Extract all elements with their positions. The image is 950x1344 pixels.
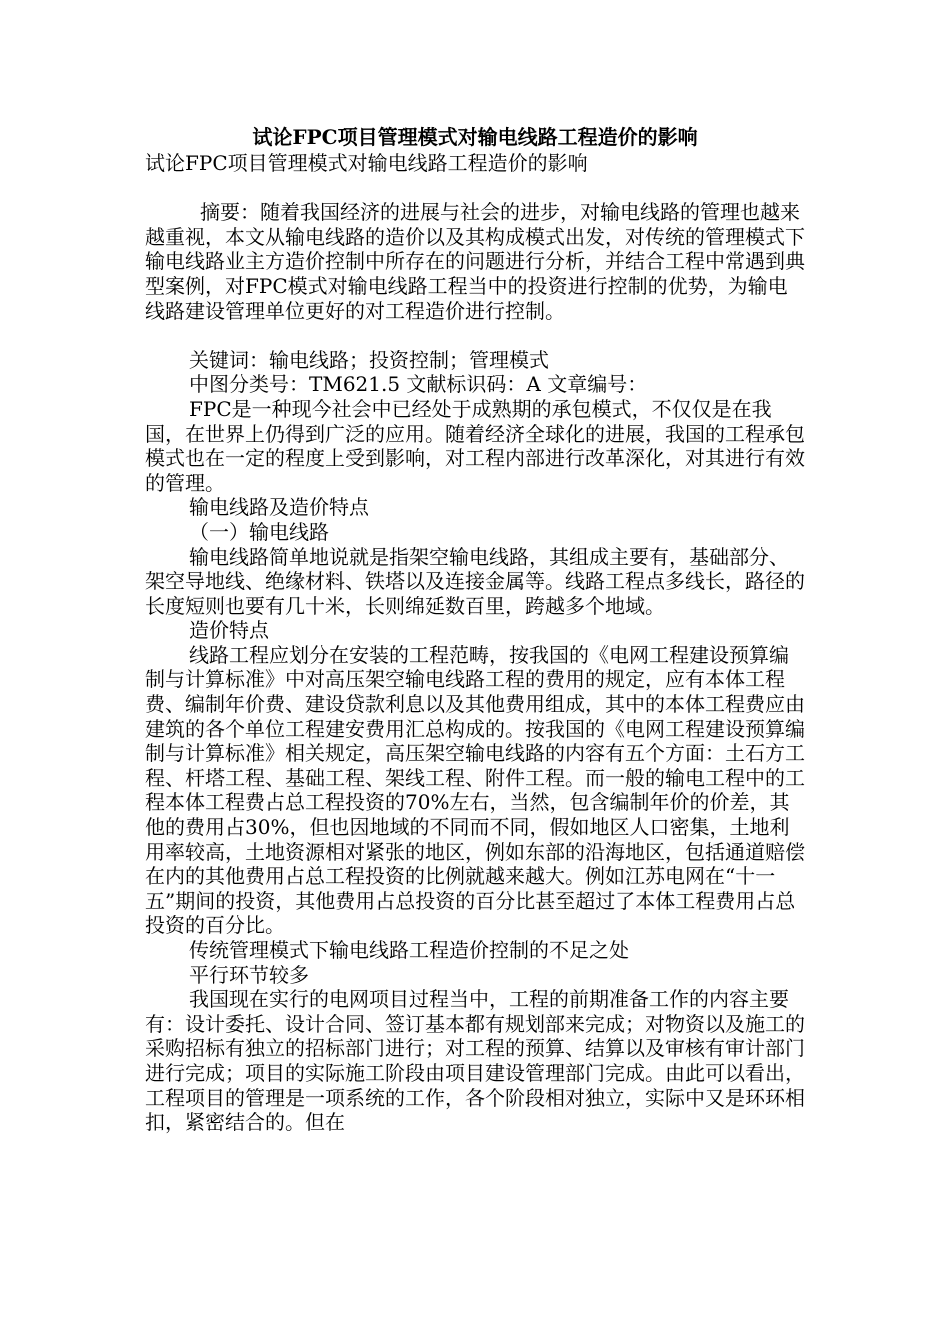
section-heading: 输电线路及造价特点 [189,495,369,520]
body-paragraph: 线路工程应划分在安装的工程范畴，按我国的《电网工程建设预算编制与计算标准》中对高压架空输电线路工程的费用的规定，应有本体工程费、编制年价费、建设贷款利息以及其他费用组成，其中的本体工程费应由建筑的各个单位工程建安费用汇总构成的。按我国的《电网工程建设预算编制与计算标准》相关规定，高压架空输电线路的内容有五个方面：土石方工程、杆塔工程、基础工程、架线工程、附件工程。而一般的输电工程中的工程本体工程费占总工程投资的70%左右，当然，包含编制年价的价差，其他的费用占30%，但也因地域的不同而不同，假如地区人口密集，土地利用率较高，土地资源相对紧张的地区，例如东部的沿海地区，包括通道赔偿在内的其他费用占总工程投资的比例就越来越大。例如江苏电网在“十一五”期间的投资，其他费用占总投资的百分比甚至超过了本体工程费用占总投资的百分比。 [145,642,805,938]
keywords-line: 关键词：输电线路；投资控制；管理模式 [189,347,549,372]
subsection-heading: （一）输电线路 [189,519,329,544]
document-subtitle: 试论FPC项目管理模式对输电线路工程造价的影响 [145,151,588,175]
subsection-heading: 平行环节较多 [189,962,309,987]
classification-line: 中图分类号：TM621.5 文献标识码：A 文章编号： [189,372,648,397]
document-body [145,151,805,1135]
body-paragraph: 我国现在实行的电网项目过程当中，工程的前期准备工作的内容主要有：设计委托、设计合同、签订基本都有规划部来完成；对物资以及施工的采购招标有独立的招标部门进行；对工程的预算、结算以及审核有审计部门进行完成；项目的实际施工阶段由项目建设管理部门完成。由此可以看出，工程项目的管理是一项系统的工作，各个阶段相对独立，实际中又是环环相扣，紧密结合的。但在 [145,987,805,1135]
section-heading: 传统管理模式下输电线路工程造价控制的不足之处 [189,938,629,962]
subsection-heading: 造价特点 [189,618,269,643]
abstract-paragraph: 摘要：随着我国经济的进展与社会的进步，对输电线路的管理也越来越重视，本文从输电线路的造价以及其构成模式出发，对传统的管理模式下输电线路业主方造价控制中所存在的问题进行分析，并结合工程中常遇到典型案例，对FPC模式对输电线路工程当中的投资进行控制的优势，为输电线路建设管理单位更好的对工程造价进行控制。 [145,200,805,323]
blank-line [145,176,805,201]
intro-paragraph: FPC是一种现今社会中已经处于成熟期的承包模式，不仅仅是在我国，在世界上仍得到广泛的应用。随着经济全球化的进展，我国的工程承包模式也在一定的程度上受到影响，对工程内部进行改革深化，对其进行有效的管理。 [145,396,805,495]
body-paragraph: 输电线路简单地说就是指架空输电线路，其组成主要有，基础部分、架空导地线、绝缘材料、铁塔以及连接金属等。线路工程点多线长，路径的长度短则也要有几十米，长则绵延数百里，跨越多个地域。 [145,544,805,618]
document-title: 试论FPC项目管理模式对输电线路工程造价的影响 [252,125,698,149]
blank-line [145,323,805,348]
